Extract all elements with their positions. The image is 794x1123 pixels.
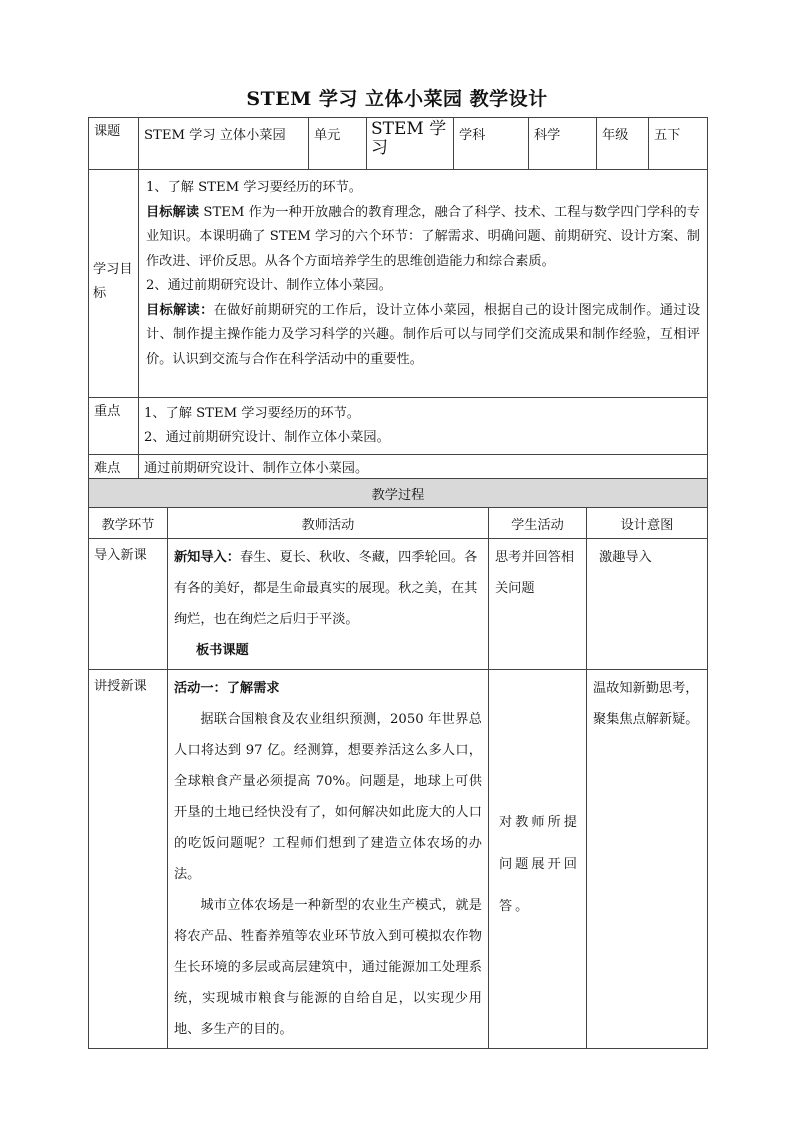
info-table [88,117,708,484]
col-stage-header: 教学环节 [89,508,168,539]
goals-label: 学习目标 [89,170,139,398]
stage-new: 讲授新课 [89,670,168,1049]
key-item-1: 1、了解 STEM 学习要经历的环节。 [144,406,360,421]
difficulty-text: 通过前期研究设计、制作立体小菜园。 [139,455,708,484]
page-title: STEM 学习 立体小菜园 教学设计 [246,88,548,110]
teacher-intro-text: 新知导入：春生、夏长、秋收、冬藏，四季轮回。各有各的美好，都是生命最真实的展现。秋之美，在其绚烂，也在绚烂之后归于平淡。 [174,550,478,627]
key-item-2: 2、通过前期研究设计、制作立体小菜园。 [144,430,390,445]
process-table [88,478,708,1049]
key-label: 重点 [89,398,139,455]
key-content [139,398,708,455]
process-heading: 教学过程 [89,479,708,508]
table-row [89,539,708,670]
activity-one-title: 活动一：了解需求 [174,681,280,696]
goal-explanation-2 [146,299,700,373]
teacher-new-p2: 城市立体农场是一种新型的农业生产模式，就是将农产品、牲畜养殖等农业环节放入到可模拟农作物生长环境的多层或高层建筑中，通过能源加工处理系统，实现城市粮食与能源的自给自足，以实现少用地、多生产的目的。 [174,898,482,1037]
board-title-note: 板书课题 [196,643,249,658]
topic-label: 课题 [89,118,139,170]
intent-intro: 激趣导入 [587,539,708,670]
col-student-header: 学生活动 [489,508,587,539]
goal-explanation-2-label: 目标解读： [146,302,214,318]
goal-explanation-1-text: STEM 作为一种开放融合的教育理念，融合了科学、技术、工程与数学四门学科的专业知识。本课明确了 STEM 学习的六个环节：了解需求、明确问题、前期研究、设计方案、制作改进、评价反思。从各个方面培养学生的思维创造能力和综合素质。 [146,204,701,269]
teacher-new-p1: 据联合国粮食及农业组织预测，2050 年世界总人口将达到 97 亿。经测算，想要养活这么多人口，全球粮食产量必须提高 70%。问题是，地球上可供开垦的土地已经快没有了，如何解决如此庞大的人口的吃饭问题呢？工程师们想到了建造立体农场的办法。 [174,712,482,882]
student-intro: 思考并回答相关问题 [489,539,587,670]
student-new: 对教师所提问题展开回答。 [489,670,587,1049]
goal-explanation-2-text: 在做好前期研究的工作后，设计立体小菜园，根据自己的设计图完成制作。通过设计、制作提主操作能力及学习科学的兴趣。制作后可以与同学们交流成果和制作经验，互相评价。认识到交流与合作在科学活动中的重要性。 [146,302,701,367]
col-teacher-header: 教师活动 [168,508,489,539]
table-row [89,670,708,1049]
teacher-intro [168,539,489,670]
unit-label: 单元 [309,118,367,170]
goal-item-2: 2、通过前期研究设计、制作立体小菜园。 [146,278,392,293]
grade-value: 五下 [649,118,708,170]
teacher-intro-label: 新知导入： [174,550,240,565]
subject-label: 学科 [454,118,529,170]
goal-explanation-1-label: 目标解读 [146,204,200,220]
intent-new: 温故知新勤思考，聚集焦点解新疑。 [587,670,708,1049]
goals-content [139,170,708,398]
topic-value: STEM 学习 立体小菜园 [139,118,309,170]
grade-label: 年级 [597,118,649,170]
stage-intro: 导入新课 [89,539,168,670]
unit-value: STEM 学习 [367,118,454,170]
difficulty-label: 难点 [89,455,139,484]
teacher-new [168,670,489,1049]
subject-value: 科学 [529,118,597,170]
goal-item-1: 1、了解 STEM 学习要经历的环节。 [146,180,362,195]
col-intent-header: 设计意图 [587,508,708,539]
goal-explanation-1 [146,201,700,275]
